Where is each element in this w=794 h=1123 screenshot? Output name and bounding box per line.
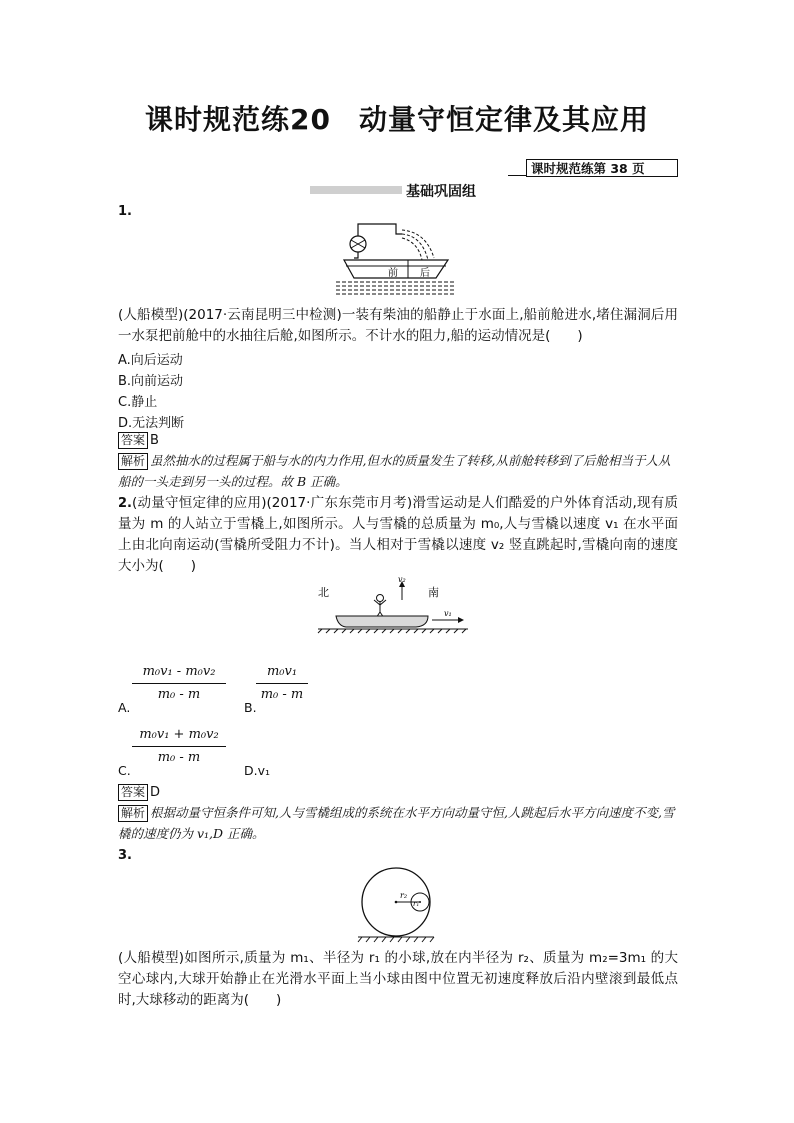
question-1-explanation <box>118 450 678 492</box>
explanation-text: 虽然抽水的过程属于船与水的内力作用,但水的质量发生了转移,从前舱转移到了后舱相当于人从船的一头走到另一头的过程。故 B 正确。 <box>118 453 671 489</box>
question-3-number: 3. <box>118 848 132 863</box>
question-2-stem <box>118 493 678 577</box>
answer-value: D <box>150 785 161 800</box>
question-2-explanation <box>118 802 678 844</box>
question-2-number: 2. <box>118 496 132 511</box>
option-c-numerator: m₀v₁ + m₀v₂ <box>139 727 219 742</box>
explanation-text: 根据动量守恒条件可知,人与雪橇组成的系统在水平方向动量守恒,人跳起后水平方向速度不变,雪橇的速度仍为 v₁,D 正确。 <box>118 805 675 841</box>
v1-label: v₁ <box>444 609 452 618</box>
question-1-option-c: C.静止 <box>118 395 158 410</box>
section-bar <box>310 186 402 194</box>
page-reference-box: 课时规范练第 38 页 <box>526 159 678 177</box>
sled-figure <box>316 575 476 634</box>
question-1-number: 1. <box>118 204 132 219</box>
option-a-fraction <box>132 664 226 702</box>
option-a-label: A. <box>118 700 131 715</box>
answer-tag: 答案 <box>118 432 148 449</box>
boat-front-label: 前 <box>388 268 398 279</box>
explanation-tag: 解析 <box>118 805 148 822</box>
question-3-stem: (人船模型)如图所示,质量为 m₁、半径为 r₁ 的小球,放在内半径为 r₂、质量为 m₂=3m₁ 的大空心球内,大球开始静止在光滑水平面上当小球由图中位置无初速度释放后沿内壁滚到最低点时,大球移动的距离为( ) <box>118 950 678 1008</box>
question-1-stem: (人船模型)(2017·云南昆明三中检测)一装有柴油的船静止于水面上,船前舱进水,堵住漏洞后用一水泵把前舱中的水抽往后舱,如图所示。不计水的阻力,船的运动情况是( ) <box>118 307 678 344</box>
south-label: 南 <box>428 586 439 599</box>
section-title: 基础巩固组 <box>406 184 476 200</box>
option-b-label: B. <box>244 700 257 715</box>
question-2-answer <box>118 784 160 801</box>
option-d-label: D.v₁ <box>244 763 271 778</box>
boat-back-label: 后 <box>420 268 430 279</box>
option-a-numerator: m₀v₁ - m₀v₂ <box>142 664 216 679</box>
page-reference-underline <box>508 175 526 176</box>
question-1-option-a: A.向后运动 <box>118 353 183 368</box>
title-topic: 动量守恒定律及其应用 <box>358 103 649 136</box>
option-b-numerator: m₀v₁ <box>266 664 298 679</box>
boat-pump-figure <box>336 218 466 298</box>
answer-tag: 答案 <box>118 784 148 801</box>
question-1-option-b: B.向前运动 <box>118 374 184 389</box>
option-c-fraction <box>132 727 226 765</box>
question-2-text: (动量守恒定律的应用)(2017·广东东莞市月考)滑雪运动是人们酷爱的户外体育活动,现有质量为 m 的人站立于雪橇上,如图所示。人与雪橇的总质量为 m₀,人与雪橇以速度 v₁ 在水平面上由北向南运动(雪橇所受阻力不计)。当人相对于雪橇以速度 v₂ 竖直跳起时,雪橇向南的速度大小为( ) <box>118 495 678 574</box>
explanation-tag: 解析 <box>118 453 148 470</box>
option-c-denominator: m₀ - m <box>157 750 201 765</box>
north-label: 北 <box>318 586 329 599</box>
v2-label: v₂ <box>398 575 406 584</box>
title-lesson: 课时规范练20 <box>145 103 331 136</box>
spheres-figure <box>356 866 436 944</box>
page-title <box>0 98 794 138</box>
option-c-label: C. <box>118 763 131 778</box>
question-1-option-d: D.无法判断 <box>118 416 185 431</box>
r1-label: r₁ <box>413 900 420 908</box>
option-a-denominator: m₀ - m <box>157 687 201 702</box>
r2-label: r₂ <box>400 891 408 900</box>
option-b-denominator: m₀ - m <box>260 687 304 702</box>
question-1-answer <box>118 432 159 449</box>
option-b-fraction <box>256 664 308 702</box>
answer-value: B <box>150 433 159 448</box>
